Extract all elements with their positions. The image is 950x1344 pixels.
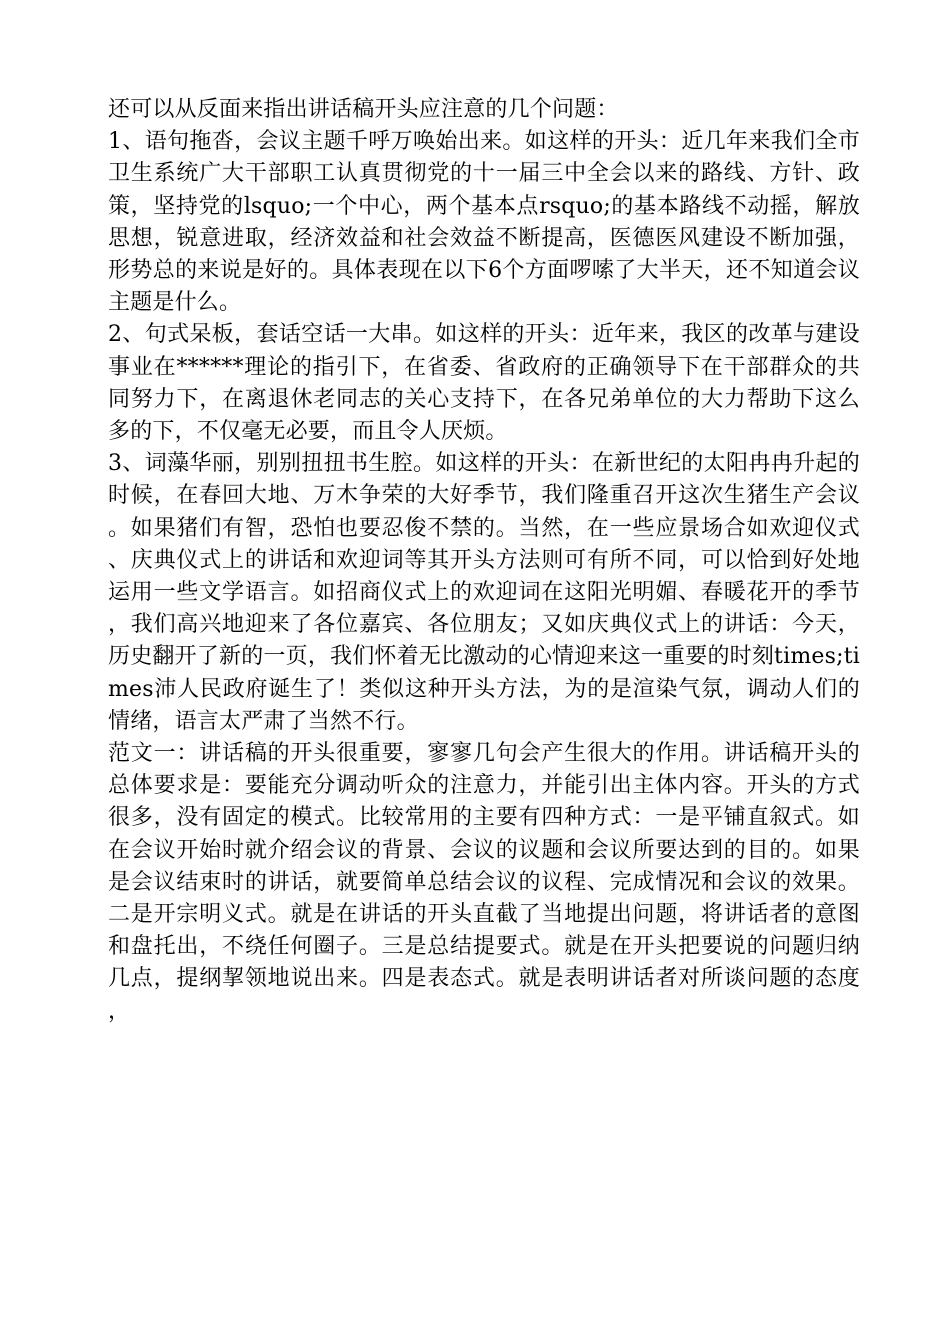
sample-1-paragraph: 范文一：讲话稿的开头很重要，寥寥几句会产生很大的作用。讲话稿开头的总体要求是：要能充分调动听众的注意力，并能引出主体内容。开头的方式很多，没有固定的模式。比较常用的主要有四种方式：一是平铺直叙式。如在会议开始时就介绍会议的背景、会议的议题和会议所要达到的目的。如果是会议结束时的讲话，就要简单总结会议的议程、完成情况和会议的效果。二是开宗明义式。就是在讲话的开头直截了当地提出问题，将讲话者的意图和盘托出，不绕任何圈子。三是总结提要式。就是在开头把要说的问题归纳几点，提纲挈领地说出来。四是表态式。就是表明讲话者对所谈问题的态度， [108, 741, 860, 1024]
point-1-paragraph: 1、语句拖沓，会议主题千呼万唤始出来。如这样的开头：近几年来我们全市卫生系统广大干部职工认真贯彻党的十一届三中全会以来的路线、方针、政策，坚持党的lsquo;一个中心，两个基本点rsquo;的基本路线不动摇，解放思想，锐意进取，经济效益和社会效益不断提高，医德医风建设不断加强，形势总的来说是好的。具体表现在以下6个方面啰嗦了大半天，还不知道会议主题是什么。 [108, 129, 860, 316]
document-body [108, 94, 860, 1028]
point-2-paragraph: 2、句式呆板，套话空话一大串。如这样的开头：近年来，我区的改革与建设事业在******理论的指引下，在省委、省政府的正确领导下在干部群众的共同努力下，在离退休老同志的关心支持下，在各兄弟单位的大力帮助下这么多的下，不仅毫无必要，而且令人厌烦。 [108, 322, 860, 445]
point-3-paragraph: 3、词藻华丽，别别扭扭书生腔。如这样的开头：在新世纪的太阳冉冉升起的时候，在春回大地、万木争荣的大好季节，我们隆重召开这次生猪生产会议。如果猪们有智，恐怕也要忍俊不禁的。当然，在一些应景场合如欢迎仪式、庆典仪式上的讲话和欢迎词等其开头方法则可有所不同，可以恰到好处地运用一些文学语言。如招商仪式上的欢迎词在这阳光明媚、春暖花开的季节，我们高兴地迎来了各位嘉宾、各位朋友；又如庆典仪式上的讲话：今天，历史翻开了新的一页，我们怀着无比激动的心情迎来这一重要的时刻times;times沛人民政府诞生了！类似这种开头方法，为的是渲染气氛，调动人们的情绪，语言太严肃了当然不行。 [108, 451, 860, 734]
intro-paragraph: 还可以从反面来指出讲话稿开头应注意的几个问题： [108, 97, 619, 122]
